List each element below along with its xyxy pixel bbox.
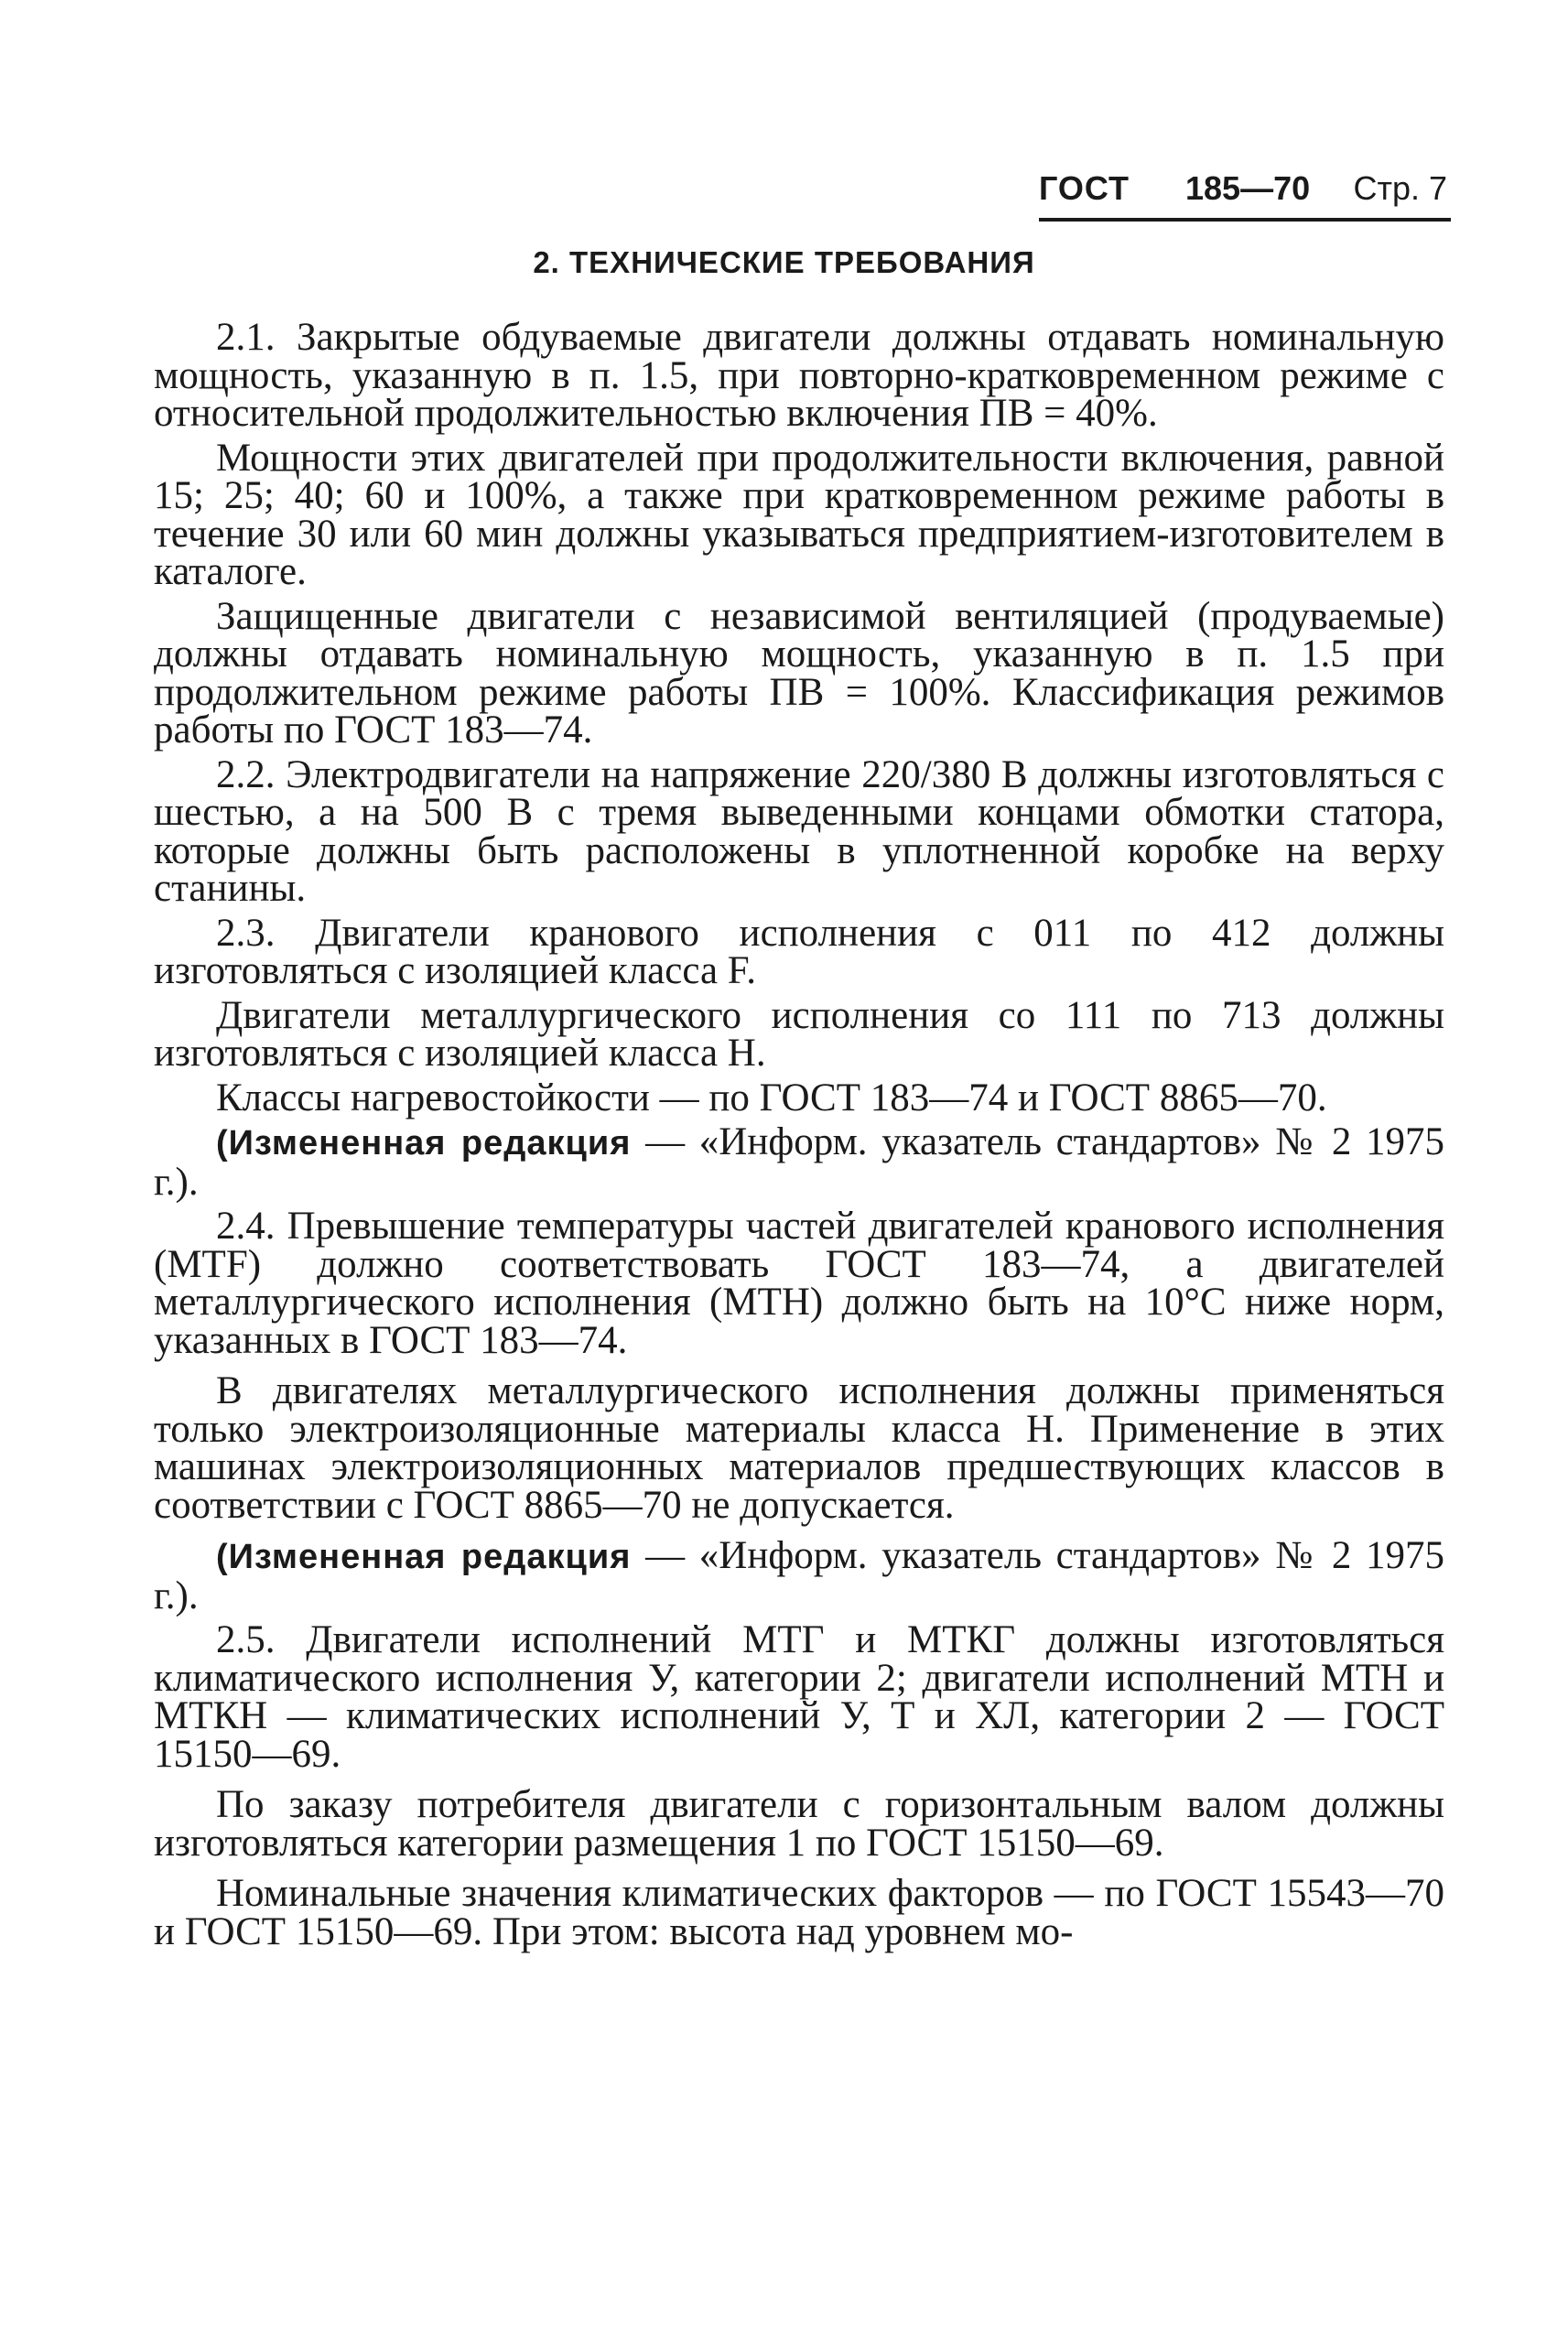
- paragraph-2-1: 2.1. Закрытые обдуваемые двигатели должны отдавать номинальную мощность, указанную в п. 1.5, при повторно-кратковременном режиме с относительной продолжительностью включения ПВ = 40%.: [154, 316, 1444, 435]
- amendment-text-1: — «Информ. указатель стандартов» № 2 1975 г.).: [154, 1120, 1444, 1204]
- page-header: [1039, 163, 1451, 222]
- amendment-note-1: [154, 1120, 1444, 1204]
- paragraph-metallurgical-insulation: Двигатели металлургического исполнения со 111 по 713 должны изготовляться с изоляцией класса Н.: [154, 993, 1444, 1075]
- paragraph-2-2: 2.2. Электродвигатели на напряжение 220/380 В должны изготовляться с шестью, а на 500 В с тремя выведенными концами обмотки статора, которые должны быть расположены в уплотненной коробке на верху станины.: [154, 752, 1444, 910]
- amendment-text-2: — «Информ. указатель стандартов» № 2 1975 г.).: [154, 1534, 1444, 1617]
- paragraph-protected-motors: Защищенные двигатели с независимой вентиляцией (продуваемые) должны отдавать номинальную мощность, указанную в п. 1.5 при продолжительном режиме работы ПВ = 100%. Классификация режимов работы по ГОСТ 183—74.: [154, 594, 1444, 752]
- paragraph-2-4: 2.4. Превышение температуры частей двигателей кранового исполнения (МТF) должно соответствовать ГОСТ 183—74, а двигателей металлургического исполнения (МТН) должно быть на 10°С ниже норм, указанных в ГОСТ 183—74.: [154, 1205, 1444, 1362]
- amendment-note-2: [154, 1534, 1444, 1617]
- paragraph-2-3: 2.3. Двигатели кранового исполнения с 011 по 412 должны изготовляться с изоляцией класса F.: [154, 911, 1444, 992]
- paragraph-2-5: 2.5. Двигатели исполнений МТГ и МТКГ должны изготовляться климатического исполнения У, категории 2; двигатели исполнений МТН и МТКН — климатических исполнений У, Т и ХЛ, категории 2 — ГОСТ 15150—69.: [154, 1618, 1444, 1776]
- header-page-number: Стр. 7: [1353, 169, 1447, 207]
- section-title: 2. ТЕХНИЧЕСКИЕ ТРЕБОВАНИЯ: [533, 245, 1035, 279]
- body-text: [154, 316, 1444, 1957]
- paragraph-climatic-factors: Номинальные значения климатических факторов — по ГОСТ 15543—70 и ГОСТ 15150—69. При этом: высота над уровнем мо-: [154, 1872, 1444, 1953]
- amendment-label-2: (Измененная редакция: [216, 1538, 632, 1576]
- header-standard-number: 185—70: [1185, 169, 1311, 207]
- paragraph-heat-classes: Классы нагревостойкости — по ГОСТ 183—74 и ГОСТ 8865—70.: [216, 1076, 1327, 1119]
- amendment-label-1: (Измененная редакция: [216, 1124, 632, 1162]
- paragraph-insulation-materials: В двигателях металлургического исполнения должны применяться только электроизоляционные материалы класса Н. Применение в этих машинах электроизоляционных материалов предшествующих классов в соответствии с ГОСТ 8865—70 не допускается.: [154, 1369, 1444, 1527]
- paragraph-customer-order: По заказу потребителя двигатели с горизонтальным валом должны изготовляться категории размещения 1 по ГОСТ 15150—69.: [154, 1783, 1444, 1865]
- paragraph-power-modes: Мощности этих двигателей при продолжительности включения, равной 15; 25; 40; 60 и 100%, а также при кратковременном режиме работы в течение 30 или 60 мин должны указываться предприятием-изготовителем в каталоге.: [154, 436, 1444, 593]
- header-gost: ГОСТ: [1039, 169, 1130, 207]
